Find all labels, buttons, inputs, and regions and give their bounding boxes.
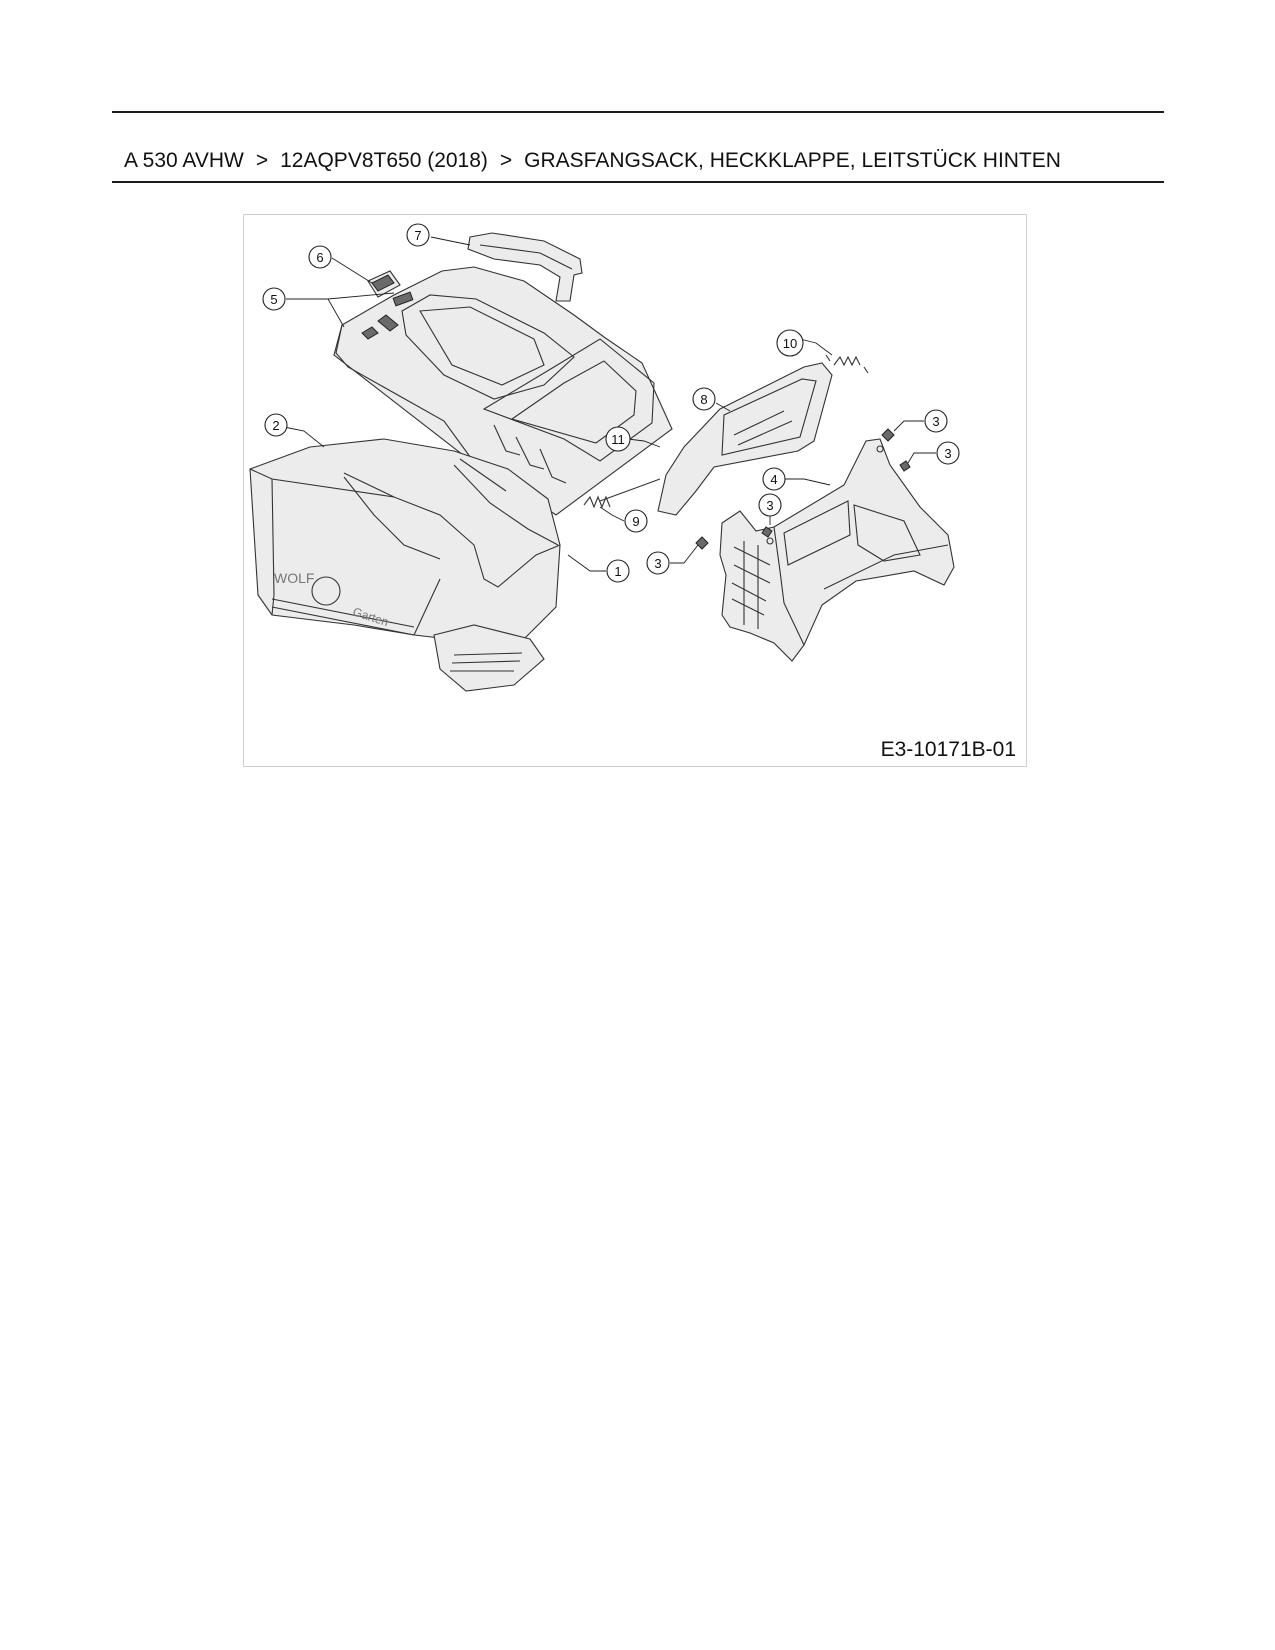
- svg-text:3: 3: [766, 498, 774, 513]
- svg-text:6: 6: [316, 250, 324, 265]
- callout-3b: [937, 442, 959, 464]
- callout-8: [693, 388, 715, 410]
- exploded-view-drawing: [244, 215, 1026, 766]
- callout-6: [309, 246, 331, 268]
- callout-5: [263, 288, 285, 310]
- drawing-id: E3-10171B-01: [880, 738, 1016, 761]
- exploded-view-figure: [243, 214, 1027, 767]
- part-cover-cap: [368, 271, 400, 297]
- breadcrumb-part-number: 12AQPV8T650 (2018): [280, 149, 488, 172]
- callout-9: [625, 510, 647, 532]
- brand-wolf-text: WOLF: [274, 570, 315, 586]
- svg-text:3: 3: [654, 556, 662, 571]
- part-rear-deflector: [720, 439, 954, 661]
- svg-text:9: 9: [632, 514, 640, 529]
- part-spring-upper: [826, 355, 868, 373]
- breadcrumb: [124, 148, 1061, 174]
- callout-3d: [647, 552, 669, 574]
- svg-text:11: 11: [611, 432, 625, 447]
- breadcrumb-model: A 530 AVHW: [124, 149, 244, 172]
- breadcrumb-separator: >: [499, 149, 513, 172]
- svg-text:2: 2: [272, 418, 280, 433]
- callout-2: [265, 414, 287, 436]
- breadcrumb-separator: >: [255, 149, 269, 172]
- svg-text:5: 5: [270, 292, 278, 307]
- svg-text:4: 4: [770, 472, 778, 487]
- breadcrumb-assembly: GRASFANGSACK, HECKKLAPPE, LEITSTÜCK HINTEN: [524, 149, 1061, 172]
- callout-10: [777, 330, 803, 356]
- svg-text:10: 10: [782, 336, 798, 351]
- svg-text:8: 8: [700, 392, 708, 407]
- callout-11: [606, 427, 630, 451]
- callout-3c: [759, 494, 781, 516]
- header-rule-top: [112, 111, 1164, 113]
- header-rule-bottom: [112, 181, 1164, 183]
- part-spring-lower: [584, 497, 610, 507]
- part-rear-flap: [658, 363, 832, 515]
- callout-4: [763, 468, 785, 490]
- svg-text:7: 7: [414, 228, 422, 243]
- svg-text:3: 3: [932, 414, 940, 429]
- callout-3a: [925, 410, 947, 432]
- callout-1: [607, 560, 629, 582]
- part-shaft: [600, 479, 660, 501]
- svg-text:1: 1: [614, 564, 622, 579]
- brand-garten-text: Garten: [351, 604, 391, 630]
- part-grass-bag: [250, 439, 560, 691]
- svg-text:3: 3: [944, 446, 952, 461]
- callout-7: [407, 224, 429, 246]
